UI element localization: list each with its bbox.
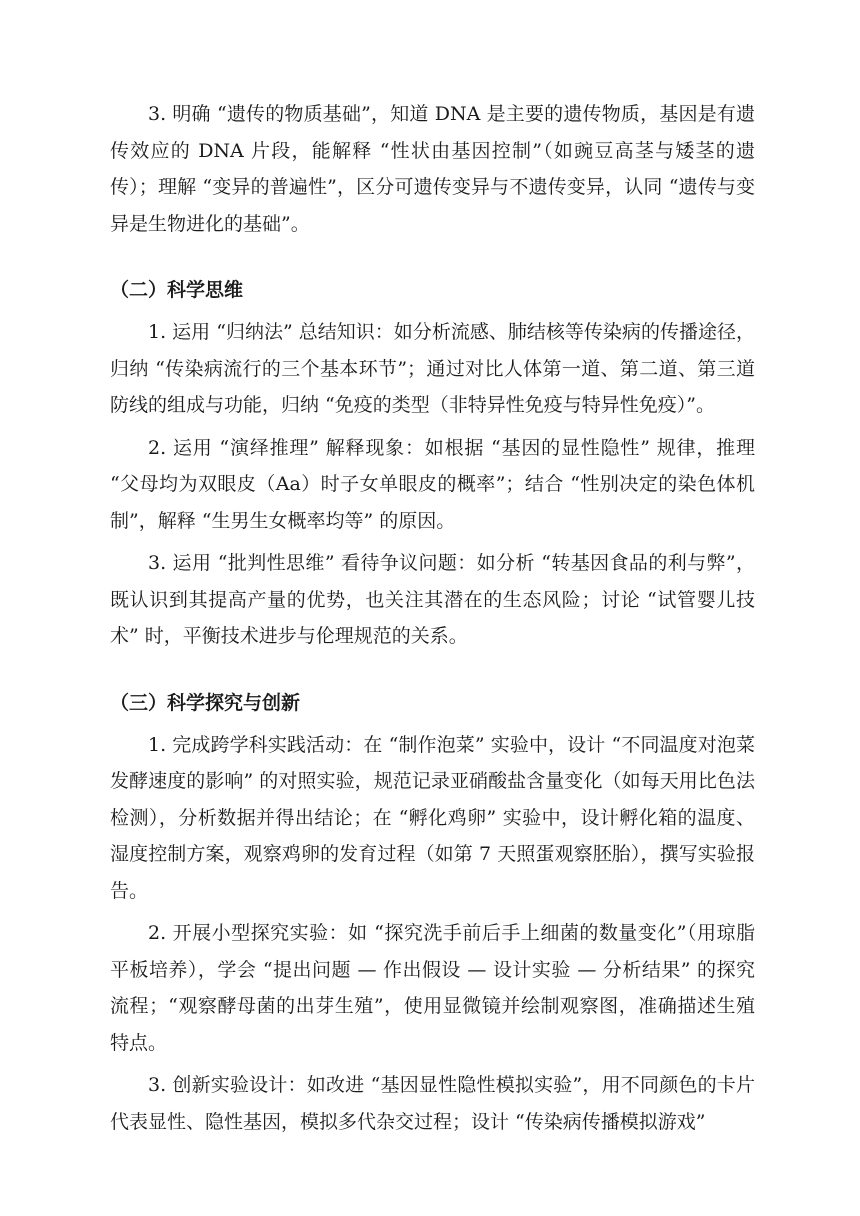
- paragraph-critical-thinking: 3. 运用 “批判性思维” 看待争议问题：如分析 “转基因食品的利与弊”，既认识到其提高产量的优势，也关注其潜在的生态风险；讨论 “试管婴儿技术” 时，平衡技术进步与伦理规范的关系。: [110, 552, 755, 647]
- paragraph-deduction: 2. 运用 “演绎推理” 解释现象：如根据 “基因的显性隐性” 规律，推理 “父母均为双眼皮（Aa）时子女单眼皮的概率”；结合 “性别决定的染色体机制”，解释 “生男生女概率均等” 的原因。: [110, 436, 755, 532]
- section-heading-inquiry-innovation: （三）科学探究与创新: [110, 691, 301, 714]
- paragraph-interdisciplinary-practice: 1. 完成跨学科实践活动：在 “制作泡菜” 实验中，设计 “不同温度对泡菜发酵速度的影响” 的对照实验，规范记录亚硝酸盐含量变化（如每天用比色法检测），分析数据并得出结论；在 “孵化鸡卵” 实验中，设计孵化箱的温度、湿度控制方案，观察鸡卵的发育过程（如第 7 天照蛋观察胚胎），撰写实验报告。: [110, 733, 755, 902]
- paragraph-induction: 1. 运用 “归纳法” 总结知识：如分析流感、肺结核等传染病的传播途径，归纳 “传染病流行的三个基本环节”；通过对比人体第一道、第二道、第三道防线的组成与功能，归纳 “免疫的类型（非特异性免疫与特异性免疫）”。: [110, 321, 755, 416]
- paragraph-genetic-basis: 3. 明确 “遗传的物质基础”，知道 DNA 是主要的遗传物质，基因是有遗传效应的 DNA 片段，能解释 “性状由基因控制”（如豌豆高茎与矮茎的遗传）；理解 “变异的普遍性”，区分可遗传变异与不遗传变异，认同 “遗传与变异是生物进化的基础”。: [110, 103, 755, 235]
- paragraph-innovative-design: 3. 创新实验设计：如改进 “基因显性隐性模拟实验”，用不同颜色的卡片代表显性、隐性基因，模拟多代杂交过程；设计 “传染病传播模拟游戏”: [110, 1074, 755, 1133]
- document-body: [110, 96, 755, 1140]
- section-heading-scientific-thinking: （二）科学思维: [110, 279, 244, 301]
- paragraph-small-experiments: 2. 开展小型探究实验：如 “探究洗手前后手上细菌的数量变化”（用琼脂平板培养），学会 “提出问题 — 作出假设 — 设计实验 — 分析结果” 的探究流程；“观察酵母菌的出芽生殖”，使用显微镜并绘制观察图，准确描述生殖特点。: [110, 922, 755, 1054]
